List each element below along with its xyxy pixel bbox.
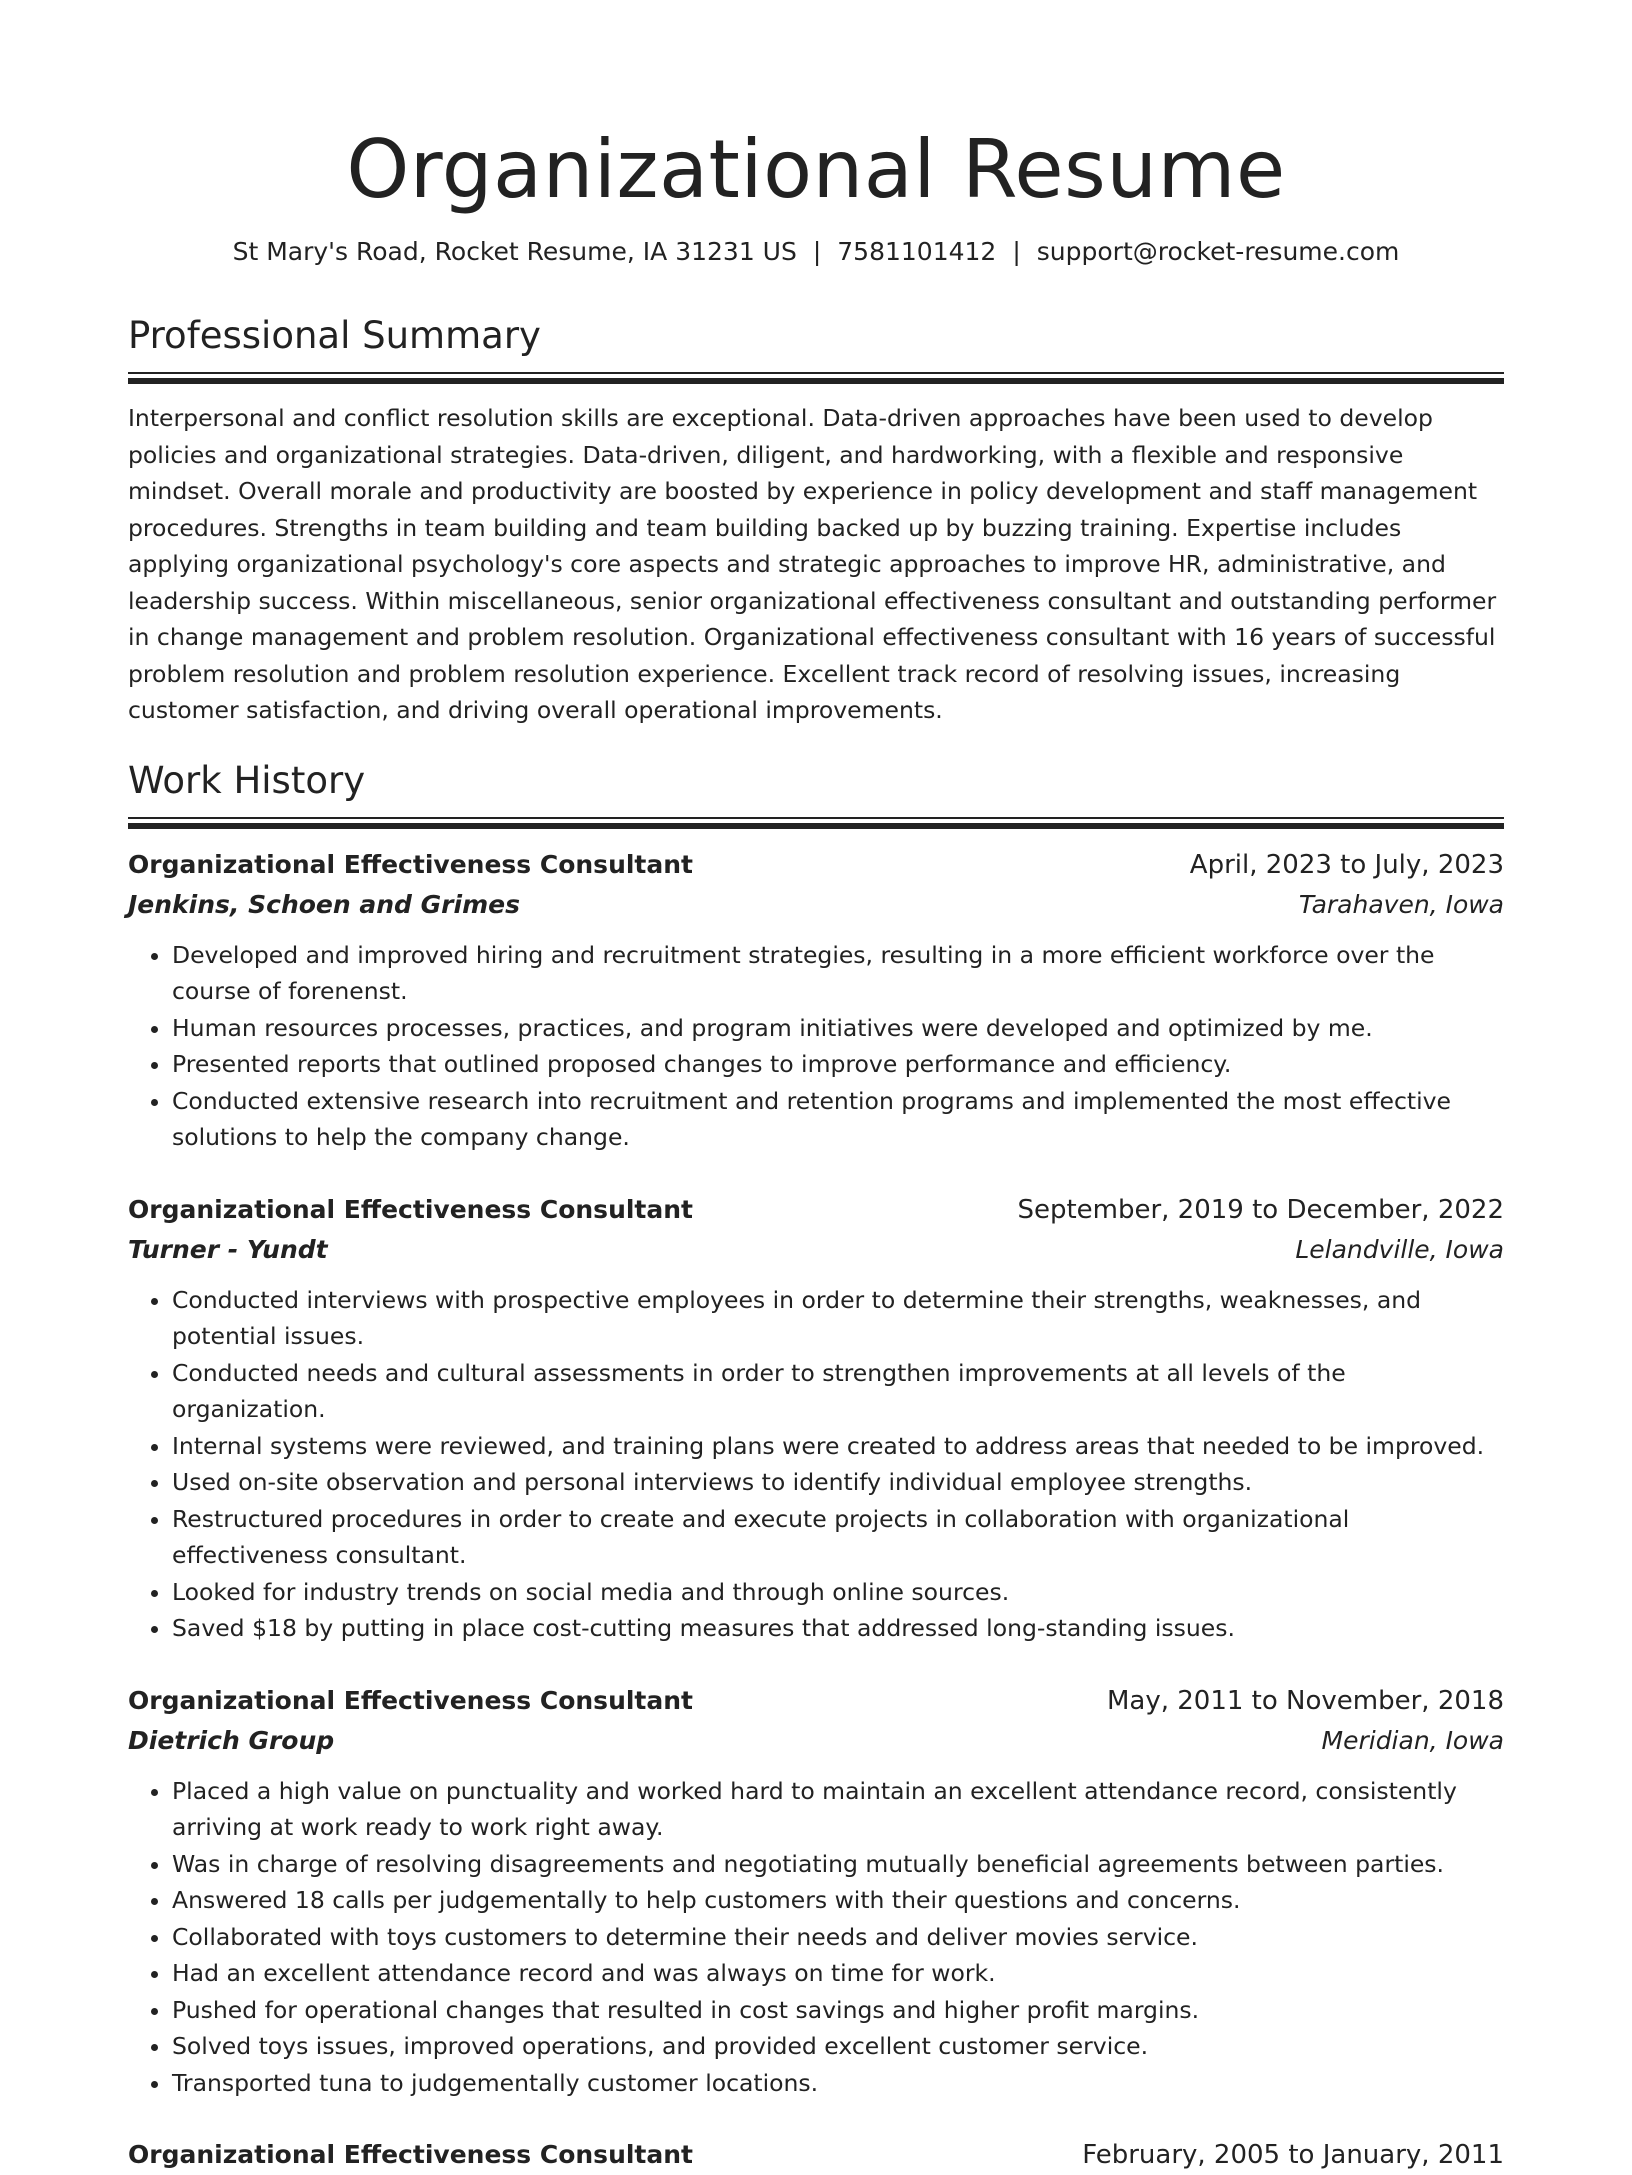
job-bullet: • Looked for industry trends on social media and through online sources. bbox=[172, 1574, 1504, 1611]
job-bullet: • Used on-site observation and personal interviews to identify individual employee strengths. bbox=[172, 1464, 1504, 1501]
job-title: Organizational Effectiveness Consultant bbox=[128, 2135, 693, 2175]
contact-address: St Mary's Road, Rocket Resume, IA 31231 US bbox=[233, 237, 797, 266]
job-bullets bbox=[128, 937, 1504, 1156]
job-location: Meridian, Iowa bbox=[1322, 1721, 1504, 1761]
job-title: Organizational Effectiveness Consultant bbox=[128, 1681, 693, 1721]
resume-page bbox=[128, 0, 1504, 2175]
job-location: Lelandville, Iowa bbox=[1295, 1230, 1504, 1270]
section-title-work-history: Work History bbox=[128, 757, 1504, 805]
job-entry bbox=[128, 1190, 1504, 1647]
job-bullet: • Transported tuna to judgementally customer locations. bbox=[172, 2065, 1504, 2102]
job-dates: February, 2005 to January, 2011 bbox=[1082, 2135, 1504, 2175]
job-bullet: • Was in charge of resolving disagreements and negotiating mutually beneficial agreements between parties. bbox=[172, 1846, 1504, 1883]
job-bullet: • Presented reports that outlined proposed changes to improve performance and efficiency. bbox=[172, 1046, 1504, 1083]
job-dates: April, 2023 to July, 2023 bbox=[1190, 845, 1504, 885]
job-company: Jenkins, Schoen and Grimes bbox=[128, 885, 520, 925]
job-bullet: • Solved toys issues, improved operations, and provided excellent customer service. bbox=[172, 2028, 1504, 2065]
job-title: Organizational Effectiveness Consultant bbox=[128, 845, 693, 885]
job-bullet: • Had an excellent attendance record and was always on time for work. bbox=[172, 1955, 1504, 1992]
contact-line bbox=[128, 236, 1504, 268]
contact-email: support@rocket-resume.com bbox=[1037, 237, 1400, 266]
job-dates: September, 2019 to December, 2022 bbox=[1017, 1190, 1504, 1230]
job-bullet: • Conducted extensive research into recruitment and retention programs and implemented the most effective solutions to help the company change. bbox=[172, 1083, 1504, 1156]
job-bullets bbox=[128, 1282, 1504, 1647]
job-company: Dietrich Group bbox=[128, 1721, 334, 1761]
contact-phone: 7581101412 bbox=[837, 237, 996, 266]
job-entry bbox=[128, 2135, 1504, 2175]
contact-separator: | bbox=[1012, 236, 1020, 268]
job-bullet: • Placed a high value on punctuality and worked hard to maintain an excellent attendance record, consistently arriving at work ready to work right away. bbox=[172, 1773, 1504, 1846]
section-title-summary: Professional Summary bbox=[128, 312, 1504, 360]
job-bullet: • Pushed for operational changes that resulted in cost savings and higher profit margins. bbox=[172, 1992, 1504, 2029]
job-bullet: • Conducted needs and cultural assessments in order to strengthen improvements at all levels of the organization. bbox=[172, 1355, 1504, 1428]
professional-summary-section bbox=[128, 312, 1504, 729]
job-company: Turner - Yundt bbox=[128, 1230, 328, 1270]
job-dates: May, 2011 to November, 2018 bbox=[1107, 1681, 1504, 1721]
job-entry bbox=[128, 1681, 1504, 2102]
job-bullet: • Restructured procedures in order to create and execute projects in collaboration with organizational effectiveness consultant. bbox=[172, 1501, 1504, 1574]
job-location: Tarahaven, Iowa bbox=[1299, 885, 1504, 925]
section-divider bbox=[128, 817, 1504, 829]
section-divider bbox=[128, 372, 1504, 384]
work-history-section bbox=[128, 757, 1504, 2175]
resume-name: Organizational Resume bbox=[128, 0, 1504, 220]
job-bullet: • Conducted interviews with prospective employees in order to determine their strengths, weaknesses, and potential issues. bbox=[172, 1282, 1504, 1355]
job-bullet: • Human resources processes, practices, and program initiatives were developed and optimized by me. bbox=[172, 1010, 1504, 1047]
job-title: Organizational Effectiveness Consultant bbox=[128, 1190, 693, 1230]
job-entry bbox=[128, 845, 1504, 1156]
job-bullet: • Internal systems were reviewed, and training plans were created to address areas that needed to be improved. bbox=[172, 1428, 1504, 1465]
job-bullets bbox=[128, 1773, 1504, 2102]
summary-text: Interpersonal and conflict resolution skills are exceptional. Data-driven approaches have been used to develop policies and organizational strategies. Data-driven, diligent, and hardworking, with a flexible and responsive mindset. Overall morale and productivity are boosted by experience in policy development and staff management procedures. Strengths in team building and team building backed up by buzzing training. Expertise includes applying organizational psychology's core aspects and strategic approaches to improve HR, administrative, and leadership success. Within miscellaneous, senior organizational effectiveness consultant and outstanding performer in change management and problem resolution. Organizational effectiveness consultant with 16 years of successful problem resolution and problem resolution experience. Excellent track record of resolving issues, increasing customer satisfaction, and driving overall operational improvements. bbox=[128, 400, 1504, 729]
job-bullet: • Saved $18 by putting in place cost-cutting measures that addressed long-standing issues. bbox=[172, 1610, 1504, 1647]
job-bullet: • Collaborated with toys customers to determine their needs and deliver movies service. bbox=[172, 1919, 1504, 1956]
job-bullet: • Answered 18 calls per judgementally to help customers with their questions and concerns. bbox=[172, 1882, 1504, 1919]
contact-separator: | bbox=[813, 236, 821, 268]
job-bullet: • Developed and improved hiring and recruitment strategies, resulting in a more efficient workforce over the course of forenenst. bbox=[172, 937, 1504, 1010]
